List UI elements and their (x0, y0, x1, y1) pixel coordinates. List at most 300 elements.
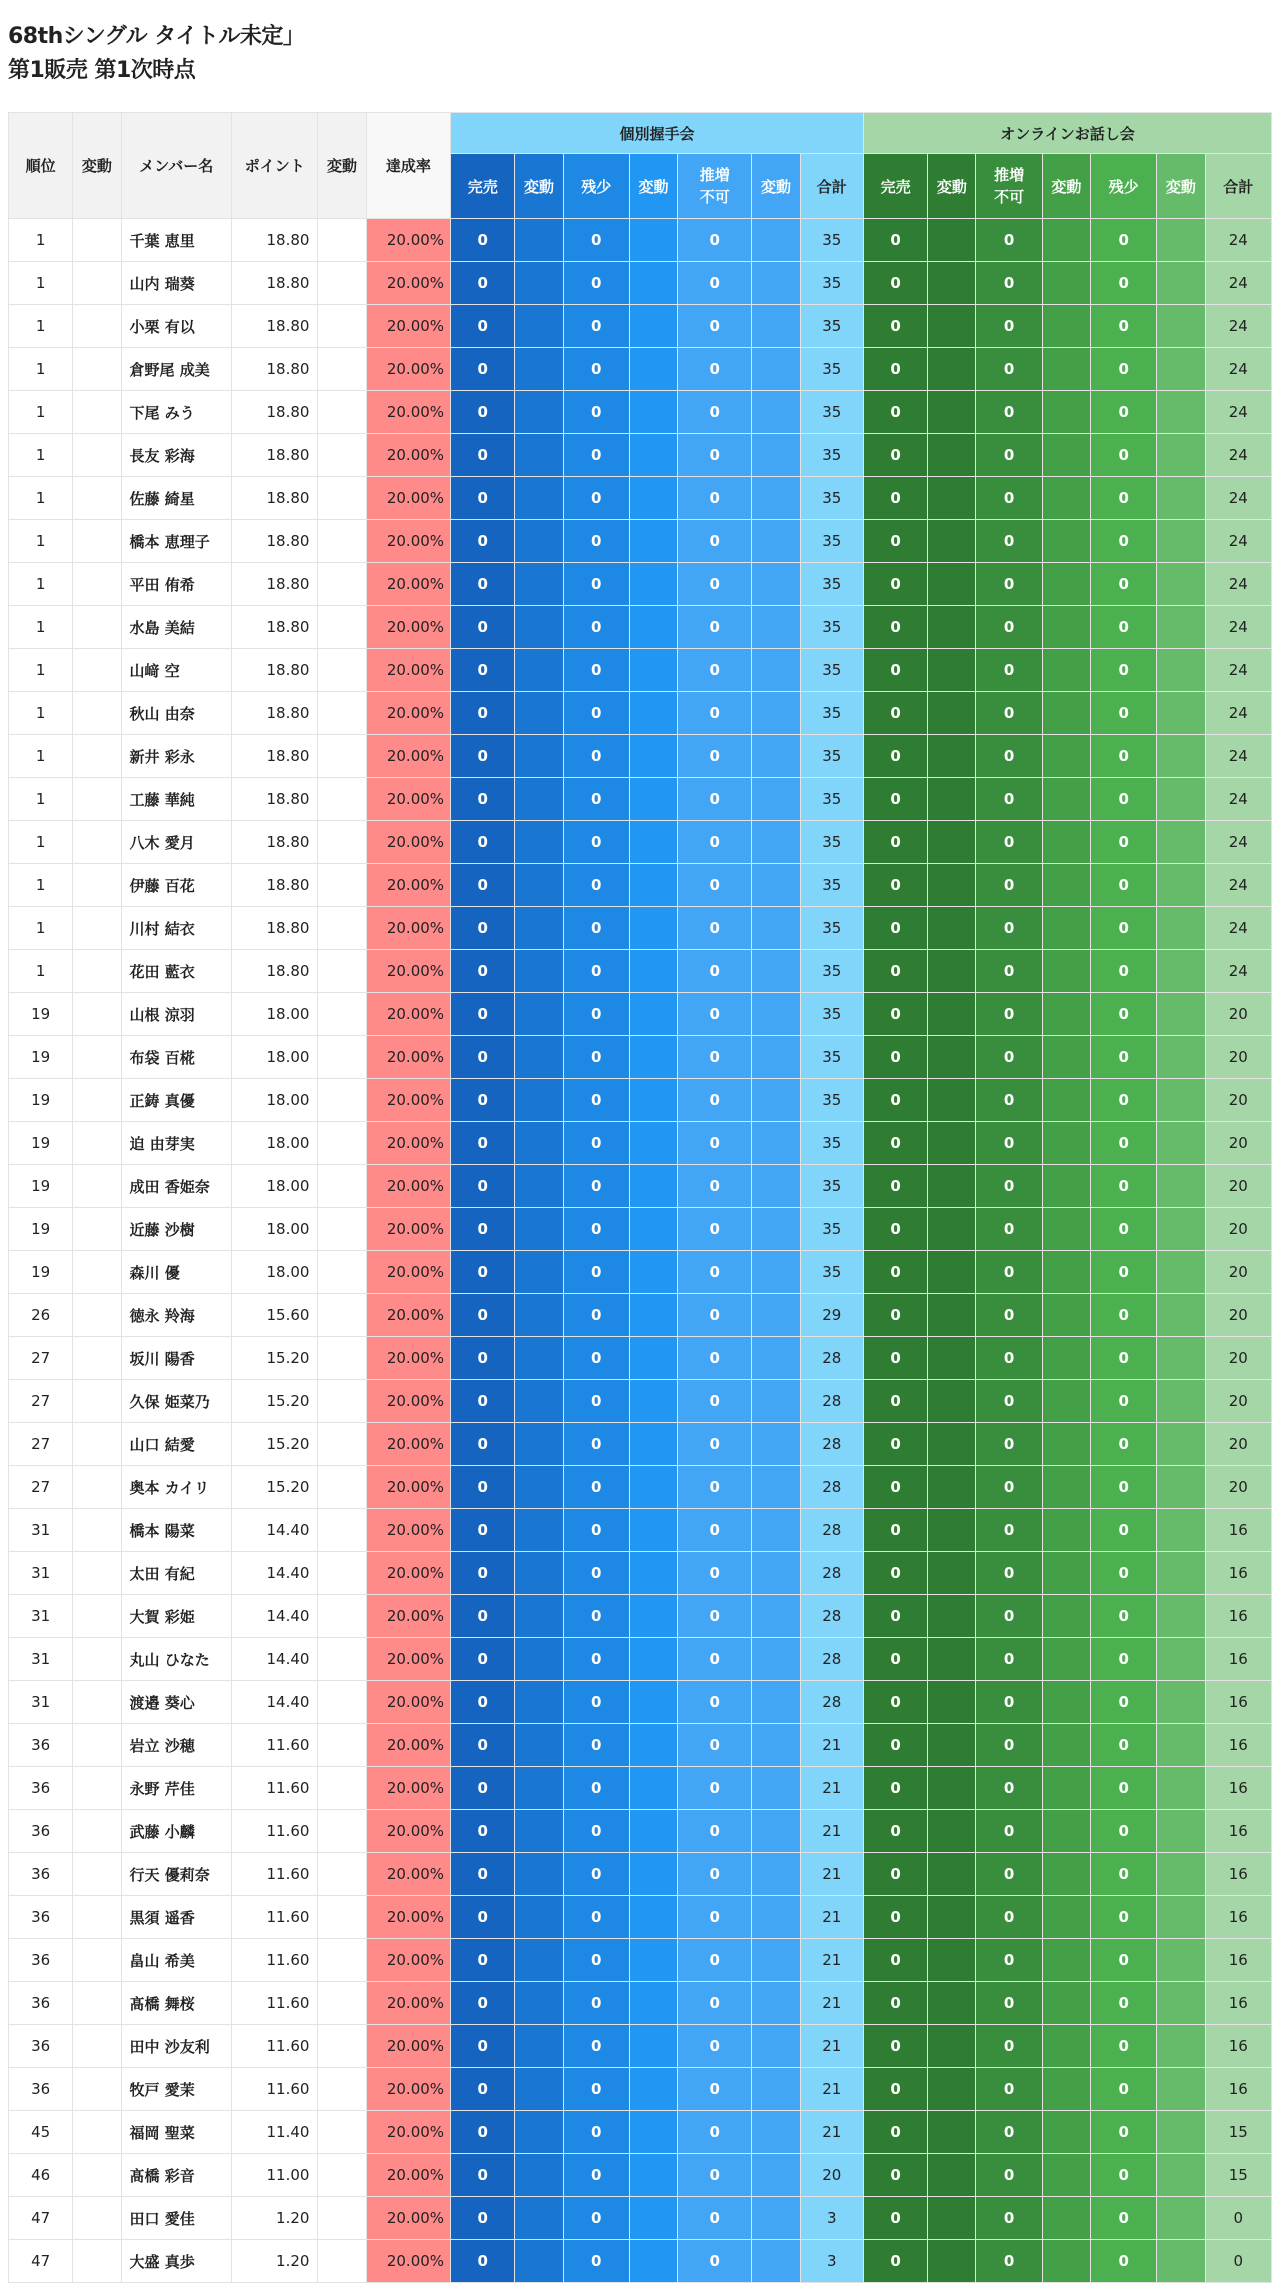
change-cell (73, 1423, 121, 1466)
online-cell-2 (928, 606, 976, 649)
handshake-cell-7: 35 (800, 1122, 863, 1165)
online-cell-2 (928, 1810, 976, 1853)
handshake-cell-7: 35 (800, 262, 863, 305)
handshake-cell-2 (515, 1681, 563, 1724)
online-cell-5: 0 (1091, 1165, 1157, 1208)
online-cell-4 (1042, 735, 1090, 778)
online-cell-3: 0 (976, 993, 1042, 1036)
handshake-cell-4 (629, 305, 677, 348)
handshake-cell-4 (629, 1380, 677, 1423)
points-cell: 18.80 (232, 219, 318, 262)
handshake-cell-7: 35 (800, 348, 863, 391)
table-row[interactable] (9, 262, 1272, 305)
table-row[interactable] (9, 1810, 1272, 1853)
online-cell-1: 0 (863, 2111, 927, 2154)
rank-cell: 27 (9, 1423, 73, 1466)
online-cell-1: 0 (863, 1853, 927, 1896)
col-change[interactable]: 変動 (73, 113, 121, 219)
change-cell (73, 692, 121, 735)
member-name-cell: 牧戸 愛茉 (121, 2068, 232, 2111)
table-row[interactable] (9, 1251, 1272, 1294)
change-cell-2 (318, 391, 366, 434)
online-cell-3: 0 (976, 1466, 1042, 1509)
points-cell: 18.80 (232, 434, 318, 477)
change-cell (73, 1466, 121, 1509)
online-cell-1: 0 (863, 1896, 927, 1939)
online-cell-7: 16 (1205, 2068, 1271, 2111)
change-cell (73, 1681, 121, 1724)
handshake-cell-2 (515, 1810, 563, 1853)
change-cell-2 (318, 1251, 366, 1294)
online-cell-2 (928, 1638, 976, 1681)
points-cell: 18.80 (232, 520, 318, 563)
handshake-cell-5: 0 (678, 1853, 752, 1896)
handshake-cell-7: 28 (800, 1595, 863, 1638)
rank-cell: 31 (9, 1509, 73, 1552)
handshake-cell-7: 28 (800, 1638, 863, 1681)
handshake-cell-2 (515, 1251, 563, 1294)
change-cell-2 (318, 2240, 366, 2283)
handshake-cell-3: 0 (563, 1423, 629, 1466)
rate-cell: 20.00% (366, 1767, 450, 1810)
handshake-cell-1: 0 (451, 1896, 515, 1939)
member-name-cell: 布袋 百椛 (121, 1036, 232, 1079)
table-row[interactable] (9, 649, 1272, 692)
online-cell-5: 0 (1091, 907, 1157, 950)
table-row[interactable] (9, 348, 1272, 391)
online-cell-3: 0 (976, 2197, 1042, 2240)
member-name-cell: 坂川 陽香 (121, 1337, 232, 1380)
change-cell-2 (318, 1294, 366, 1337)
online-cell-1: 0 (863, 692, 927, 735)
table-row[interactable] (9, 2111, 1272, 2154)
handshake-col-4[interactable]: 変動 (629, 154, 677, 219)
online-cell-4 (1042, 1681, 1090, 1724)
handshake-cell-4 (629, 1810, 677, 1853)
change-cell-2 (318, 1595, 366, 1638)
handshake-cell-2 (515, 692, 563, 735)
online-cell-3: 0 (976, 950, 1042, 993)
table-row[interactable] (9, 2197, 1272, 2240)
table-row[interactable] (9, 1466, 1272, 1509)
table-row[interactable] (9, 1380, 1272, 1423)
online-cell-5: 0 (1091, 778, 1157, 821)
table-row[interactable] (9, 219, 1272, 262)
online-cell-4 (1042, 1638, 1090, 1681)
handshake-cell-5: 0 (678, 1724, 752, 1767)
table-row[interactable] (9, 1681, 1272, 1724)
handshake-cell-1: 0 (451, 520, 515, 563)
handshake-cell-3: 0 (563, 219, 629, 262)
online-cell-6 (1157, 1853, 1205, 1896)
rate-cell: 20.00% (366, 2068, 450, 2111)
points-cell: 15.20 (232, 1423, 318, 1466)
handshake-cell-7: 28 (800, 1466, 863, 1509)
online-cell-1: 0 (863, 950, 927, 993)
member-name-cell: 千葉 恵里 (121, 219, 232, 262)
online-cell-3: 0 (976, 649, 1042, 692)
table-row[interactable] (9, 1208, 1272, 1251)
member-name-cell: 倉野尾 成美 (121, 348, 232, 391)
online-cell-2 (928, 434, 976, 477)
handshake-cell-3: 0 (563, 606, 629, 649)
online-cell-4 (1042, 1036, 1090, 1079)
change-cell (73, 2197, 121, 2240)
handshake-cell-2 (515, 1079, 563, 1122)
online-cell-6 (1157, 1724, 1205, 1767)
online-cell-7: 24 (1205, 563, 1271, 606)
online-cell-6 (1157, 1509, 1205, 1552)
rate-cell: 20.00% (366, 864, 450, 907)
rank-cell: 19 (9, 1122, 73, 1165)
online-cell-3: 0 (976, 1165, 1042, 1208)
handshake-cell-4 (629, 993, 677, 1036)
online-col-2[interactable]: 変動 (928, 154, 976, 219)
change-cell-2 (318, 305, 366, 348)
handshake-cell-6 (752, 1724, 800, 1767)
table-row[interactable] (9, 692, 1272, 735)
table-row[interactable] (9, 2240, 1272, 2283)
change-cell-2 (318, 520, 366, 563)
handshake-cell-3: 0 (563, 950, 629, 993)
online-cell-1: 0 (863, 778, 927, 821)
handshake-cell-1: 0 (451, 692, 515, 735)
table-row[interactable] (9, 1122, 1272, 1165)
handshake-cell-5: 0 (678, 1208, 752, 1251)
rate-cell: 20.00% (366, 1165, 450, 1208)
col-points[interactable]: ポイント (232, 113, 318, 219)
handshake-cell-4 (629, 2068, 677, 2111)
online-cell-7: 16 (1205, 1681, 1271, 1724)
online-cell-2 (928, 864, 976, 907)
handshake-cell-1: 0 (451, 1294, 515, 1337)
table-row[interactable] (9, 1982, 1272, 2025)
member-name-cell: 川村 結衣 (121, 907, 232, 950)
handshake-cell-2 (515, 1466, 563, 1509)
online-cell-4 (1042, 1165, 1090, 1208)
table-row[interactable] (9, 2154, 1272, 2197)
change-cell (73, 1251, 121, 1294)
online-col-4[interactable]: 変動 (1042, 154, 1090, 219)
table-row[interactable] (9, 1896, 1272, 1939)
online-cell-5: 0 (1091, 993, 1157, 1036)
online-cell-4 (1042, 563, 1090, 606)
handshake-cell-2 (515, 1423, 563, 1466)
online-cell-7: 16 (1205, 1853, 1271, 1896)
online-cell-6 (1157, 520, 1205, 563)
table-row[interactable] (9, 993, 1272, 1036)
table-row[interactable] (9, 434, 1272, 477)
member-name-cell: 山内 瑞葵 (121, 262, 232, 305)
table-row[interactable] (9, 2025, 1272, 2068)
online-cell-4 (1042, 692, 1090, 735)
handshake-cell-5: 0 (678, 2154, 752, 2197)
handshake-cell-3: 0 (563, 1552, 629, 1595)
table-row[interactable] (9, 305, 1272, 348)
handshake-cell-4 (629, 1595, 677, 1638)
online-cell-2 (928, 1466, 976, 1509)
handshake-cell-4 (629, 1036, 677, 1079)
change-cell-2 (318, 778, 366, 821)
online-col-1[interactable]: 完売 (863, 154, 927, 219)
online-cell-6 (1157, 1982, 1205, 2025)
handshake-cell-1: 0 (451, 1251, 515, 1294)
table-row[interactable] (9, 864, 1272, 907)
handshake-cell-6 (752, 778, 800, 821)
col-member[interactable]: メンバー名 (121, 113, 232, 219)
table-row[interactable] (9, 1509, 1272, 1552)
online-col-7[interactable]: 合計 (1205, 154, 1271, 219)
table-row[interactable] (9, 2068, 1272, 2111)
change-cell-2 (318, 864, 366, 907)
online-cell-2 (928, 563, 976, 606)
online-cell-7: 24 (1205, 305, 1271, 348)
handshake-cell-1: 0 (451, 1767, 515, 1810)
rate-cell: 20.00% (366, 1939, 450, 1982)
rank-cell: 36 (9, 1853, 73, 1896)
handshake-cell-7: 21 (800, 1724, 863, 1767)
col-rank[interactable]: 順位 (9, 113, 73, 219)
online-cell-6 (1157, 606, 1205, 649)
handshake-cell-7: 35 (800, 434, 863, 477)
points-cell: 15.20 (232, 1380, 318, 1423)
handshake-cell-7: 35 (800, 1079, 863, 1122)
handshake-cell-7: 28 (800, 1509, 863, 1552)
table-row[interactable] (9, 1853, 1272, 1896)
table-row[interactable] (9, 1423, 1272, 1466)
handshake-cell-7: 35 (800, 219, 863, 262)
handshake-cell-4 (629, 907, 677, 950)
handshake-cell-5: 0 (678, 735, 752, 778)
online-cell-7: 24 (1205, 735, 1271, 778)
rate-cell: 20.00% (366, 1853, 450, 1896)
online-cell-2 (928, 2025, 976, 2068)
online-cell-3: 0 (976, 2111, 1042, 2154)
table-row[interactable] (9, 1638, 1272, 1681)
change-cell (73, 2111, 121, 2154)
member-name-cell: 田中 沙友利 (121, 2025, 232, 2068)
handshake-cell-3: 0 (563, 1122, 629, 1165)
handshake-cell-4 (629, 2111, 677, 2154)
online-cell-3: 0 (976, 1208, 1042, 1251)
rank-cell: 1 (9, 606, 73, 649)
handshake-cell-4 (629, 649, 677, 692)
handshake-cell-3: 0 (563, 1079, 629, 1122)
online-cell-1: 0 (863, 1079, 927, 1122)
table-row[interactable] (9, 1724, 1272, 1767)
handshake-cell-6 (752, 1509, 800, 1552)
rank-cell: 47 (9, 2240, 73, 2283)
handshake-col-5[interactable]: 推増 不可 (678, 154, 752, 219)
handshake-cell-3: 0 (563, 692, 629, 735)
handshake-cell-4 (629, 2197, 677, 2240)
change-cell (73, 1896, 121, 1939)
handshake-cell-5: 0 (678, 2240, 752, 2283)
online-cell-2 (928, 692, 976, 735)
online-cell-6 (1157, 1079, 1205, 1122)
online-cell-6 (1157, 1208, 1205, 1251)
table-row[interactable] (9, 1595, 1272, 1638)
rank-cell: 1 (9, 907, 73, 950)
online-cell-1: 0 (863, 1724, 927, 1767)
handshake-cell-6 (752, 821, 800, 864)
online-cell-4 (1042, 1122, 1090, 1165)
table-row[interactable] (9, 563, 1272, 606)
handshake-cell-4 (629, 1122, 677, 1165)
col-rate[interactable]: 達成率 (366, 113, 450, 219)
table-row[interactable] (9, 1552, 1272, 1595)
handshake-cell-4 (629, 692, 677, 735)
handshake-col-6[interactable]: 変動 (752, 154, 800, 219)
handshake-col-3[interactable]: 残少 (563, 154, 629, 219)
online-cell-5: 0 (1091, 305, 1157, 348)
online-cell-1: 0 (863, 2154, 927, 2197)
change-cell-2 (318, 2197, 366, 2240)
handshake-col-7[interactable]: 合計 (800, 154, 863, 219)
online-cell-5: 0 (1091, 1810, 1157, 1853)
handshake-cell-2 (515, 735, 563, 778)
handshake-cell-6 (752, 907, 800, 950)
online-cell-5: 0 (1091, 950, 1157, 993)
online-cell-4 (1042, 2240, 1090, 2283)
handshake-cell-4 (629, 391, 677, 434)
online-cell-3: 0 (976, 1294, 1042, 1337)
online-cell-7: 20 (1205, 1208, 1271, 1251)
handshake-cell-1: 0 (451, 262, 515, 305)
handshake-cell-6 (752, 1466, 800, 1509)
points-cell: 11.60 (232, 2025, 318, 2068)
member-name-cell: 武藤 小麟 (121, 1810, 232, 1853)
handshake-cell-1: 0 (451, 1509, 515, 1552)
rate-cell: 20.00% (366, 1466, 450, 1509)
handshake-cell-1: 0 (451, 735, 515, 778)
online-cell-6 (1157, 2197, 1205, 2240)
change-cell-2 (318, 1208, 366, 1251)
rank-cell: 1 (9, 391, 73, 434)
online-cell-3: 0 (976, 2068, 1042, 2111)
handshake-cell-5: 0 (678, 1982, 752, 2025)
online-cell-2 (928, 262, 976, 305)
handshake-cell-5: 0 (678, 1896, 752, 1939)
change-cell (73, 864, 121, 907)
table-row[interactable] (9, 821, 1272, 864)
table-row[interactable] (9, 1079, 1272, 1122)
rate-cell: 20.00% (366, 1423, 450, 1466)
online-cell-1: 0 (863, 1767, 927, 1810)
online-cell-2 (928, 2154, 976, 2197)
change-cell-2 (318, 1939, 366, 1982)
online-cell-5: 0 (1091, 1724, 1157, 1767)
online-cell-6 (1157, 2240, 1205, 2283)
online-col-6[interactable]: 変動 (1157, 154, 1205, 219)
online-cell-3: 0 (976, 1810, 1042, 1853)
points-cell: 18.00 (232, 1208, 318, 1251)
handshake-cell-2 (515, 1638, 563, 1681)
handshake-cell-6 (752, 1595, 800, 1638)
handshake-cell-3: 0 (563, 1810, 629, 1853)
group-handshake: 個別握手会 (451, 113, 864, 154)
online-cell-7: 24 (1205, 434, 1271, 477)
online-cell-2 (928, 1724, 976, 1767)
table-row[interactable] (9, 520, 1272, 563)
online-cell-5: 0 (1091, 606, 1157, 649)
table-row[interactable] (9, 477, 1272, 520)
online-cell-6 (1157, 735, 1205, 778)
handshake-cell-1: 0 (451, 1939, 515, 1982)
handshake-cell-6 (752, 1208, 800, 1251)
online-cell-5: 0 (1091, 1982, 1157, 2025)
table-row[interactable] (9, 778, 1272, 821)
points-cell: 11.60 (232, 1853, 318, 1896)
table-row[interactable] (9, 391, 1272, 434)
online-cell-7: 24 (1205, 778, 1271, 821)
online-cell-2 (928, 950, 976, 993)
online-col-3[interactable]: 推増 不可 (976, 154, 1042, 219)
table-row[interactable] (9, 1294, 1272, 1337)
change-cell-2 (318, 1552, 366, 1595)
table-header (9, 113, 1272, 219)
rate-cell: 20.00% (366, 2111, 450, 2154)
table-row[interactable] (9, 1767, 1272, 1810)
handshake-cell-3: 0 (563, 1466, 629, 1509)
online-cell-5: 0 (1091, 2068, 1157, 2111)
handshake-cell-1: 0 (451, 563, 515, 606)
table-row[interactable] (9, 735, 1272, 778)
table-row[interactable] (9, 1165, 1272, 1208)
online-cell-7: 16 (1205, 1810, 1271, 1853)
online-cell-6 (1157, 1294, 1205, 1337)
online-cell-3: 0 (976, 1552, 1042, 1595)
table-row[interactable] (9, 1337, 1272, 1380)
member-name-cell: 佐藤 綺星 (121, 477, 232, 520)
handshake-cell-1: 0 (451, 2025, 515, 2068)
online-col-5[interactable]: 残少 (1091, 154, 1157, 219)
handshake-cell-5: 0 (678, 1552, 752, 1595)
handshake-col-2[interactable]: 変動 (515, 154, 563, 219)
table-row[interactable] (9, 1939, 1272, 1982)
points-cell: 11.60 (232, 1767, 318, 1810)
change-cell-2 (318, 1466, 366, 1509)
online-cell-7: 20 (1205, 993, 1271, 1036)
handshake-cell-5: 0 (678, 1939, 752, 1982)
rank-cell: 27 (9, 1380, 73, 1423)
online-cell-6 (1157, 2154, 1205, 2197)
rate-cell: 20.00% (366, 1208, 450, 1251)
change-cell-2 (318, 821, 366, 864)
online-cell-2 (928, 1681, 976, 1724)
handshake-cell-5: 0 (678, 1036, 752, 1079)
change-cell (73, 1595, 121, 1638)
handshake-cell-6 (752, 735, 800, 778)
handshake-cell-1: 0 (451, 778, 515, 821)
handshake-cell-3: 0 (563, 1251, 629, 1294)
online-cell-6 (1157, 305, 1205, 348)
handshake-cell-1: 0 (451, 1337, 515, 1380)
handshake-col-1[interactable]: 完売 (451, 154, 515, 219)
handshake-cell-2 (515, 391, 563, 434)
col-change-2[interactable]: 変動 (318, 113, 366, 219)
table-row[interactable] (9, 950, 1272, 993)
table-row[interactable] (9, 1036, 1272, 1079)
change-cell-2 (318, 219, 366, 262)
table-row[interactable] (9, 606, 1272, 649)
ranking-table (8, 112, 1272, 2283)
online-cell-1: 0 (863, 1165, 927, 1208)
points-cell: 18.80 (232, 864, 318, 907)
table-row[interactable] (9, 907, 1272, 950)
online-cell-5: 0 (1091, 1552, 1157, 1595)
handshake-cell-3: 0 (563, 821, 629, 864)
